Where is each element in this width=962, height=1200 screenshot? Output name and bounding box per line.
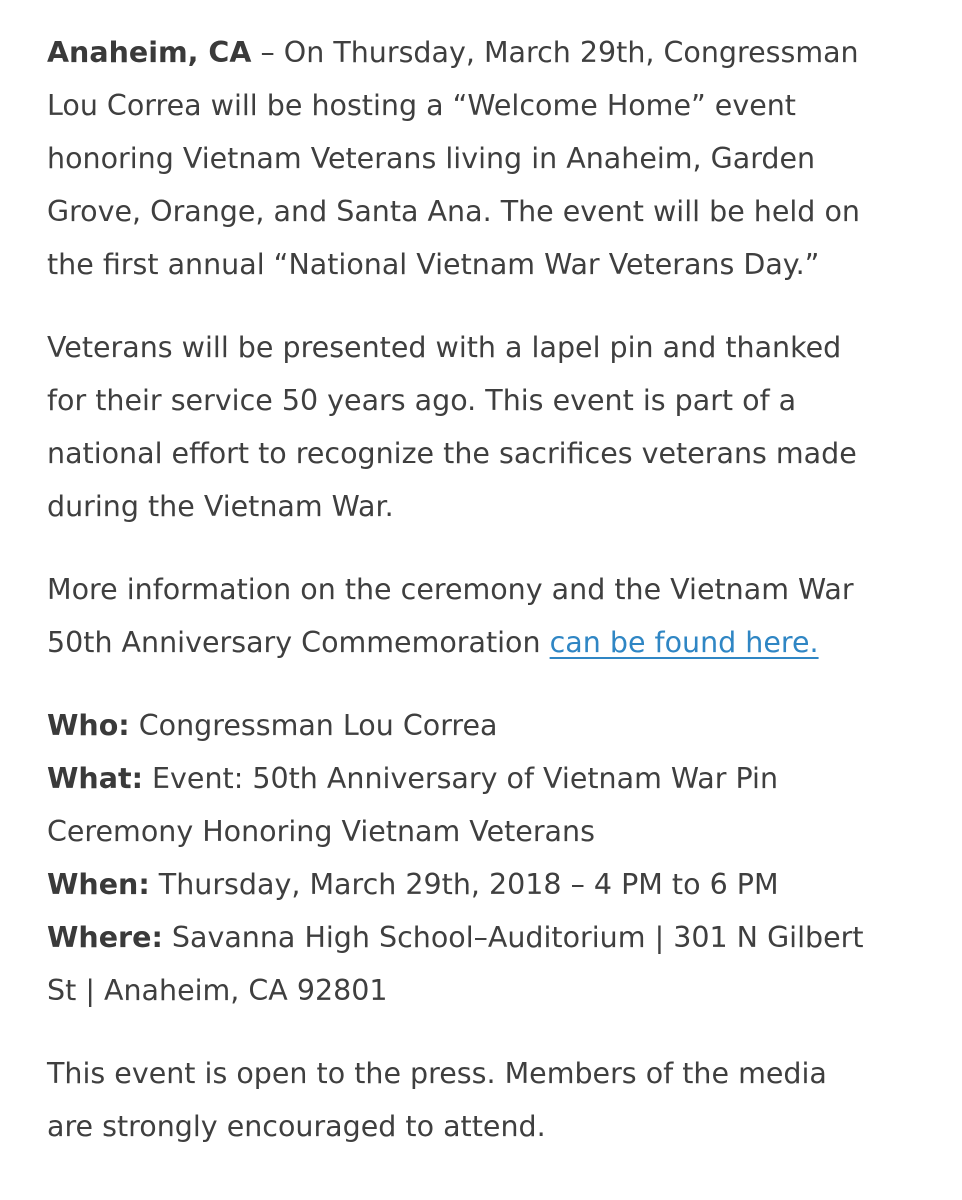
when-value: Thursday, March 29th, 2018 – 4 PM to 6 PM <box>149 868 779 901</box>
dateline: Anaheim, CA <box>47 36 252 69</box>
who-value: Congressman Lou Correa <box>129 709 498 742</box>
more-info-paragraph <box>47 563 927 669</box>
more-info-link[interactable]: can be found here. <box>549 626 819 659</box>
intro-line-3: honoring Vietnam Veterans living in Anaheim, Garden <box>47 142 816 175</box>
who-label: Who: <box>47 709 130 742</box>
intro-line-5: the first annual “National Vietnam War Veterans Day.” <box>47 248 820 281</box>
when-label: When: <box>47 868 150 901</box>
pin-line-4: during the Vietnam War. <box>47 490 394 523</box>
detail-what <box>47 752 927 805</box>
detail-who <box>47 699 927 752</box>
event-details <box>47 699 927 1017</box>
press-line-1: This event is open to the press. Members of the media <box>47 1057 827 1090</box>
press-release-body <box>47 26 927 1183</box>
what-value: Event: 50th Anniversary of Vietnam War Pin <box>142 762 779 795</box>
pin-line-1: Veterans will be presented with a lapel pin and thanked <box>47 331 842 364</box>
detail-when <box>47 858 927 911</box>
detail-where <box>47 911 927 964</box>
where-label: Where: <box>47 921 163 954</box>
more-info-line-2: 50th Anniversary Commemoration can be found here. <box>47 626 819 659</box>
where-value: Savanna High School–Auditorium | 301 N Gilbert <box>162 921 864 954</box>
pin-line-2: for their service 50 years ago. This event is part of a <box>47 384 797 417</box>
press-line-2: are strongly encouraged to attend. <box>47 1110 546 1143</box>
intro-line-4: Grove, Orange, and Santa Ana. The event will be held on <box>47 195 860 228</box>
intro-line-1: Anaheim, CA – On Thursday, March 29th, Congressman <box>47 36 859 69</box>
more-info-line-1: More information on the ceremony and the Vietnam War <box>47 573 854 606</box>
detail-where-continued: St | Anaheim, CA 92801 <box>47 974 388 1007</box>
pin-line-3: national effort to recognize the sacrifices veterans made <box>47 437 857 470</box>
intro-line-2: Lou Correa will be hosting a “Welcome Home” event <box>47 89 796 122</box>
what-label: What: <box>47 762 143 795</box>
pin-paragraph <box>47 321 927 533</box>
press-paragraph <box>47 1047 927 1153</box>
intro-paragraph <box>47 26 927 291</box>
detail-what-continued: Ceremony Honoring Vietnam Veterans <box>47 815 595 848</box>
